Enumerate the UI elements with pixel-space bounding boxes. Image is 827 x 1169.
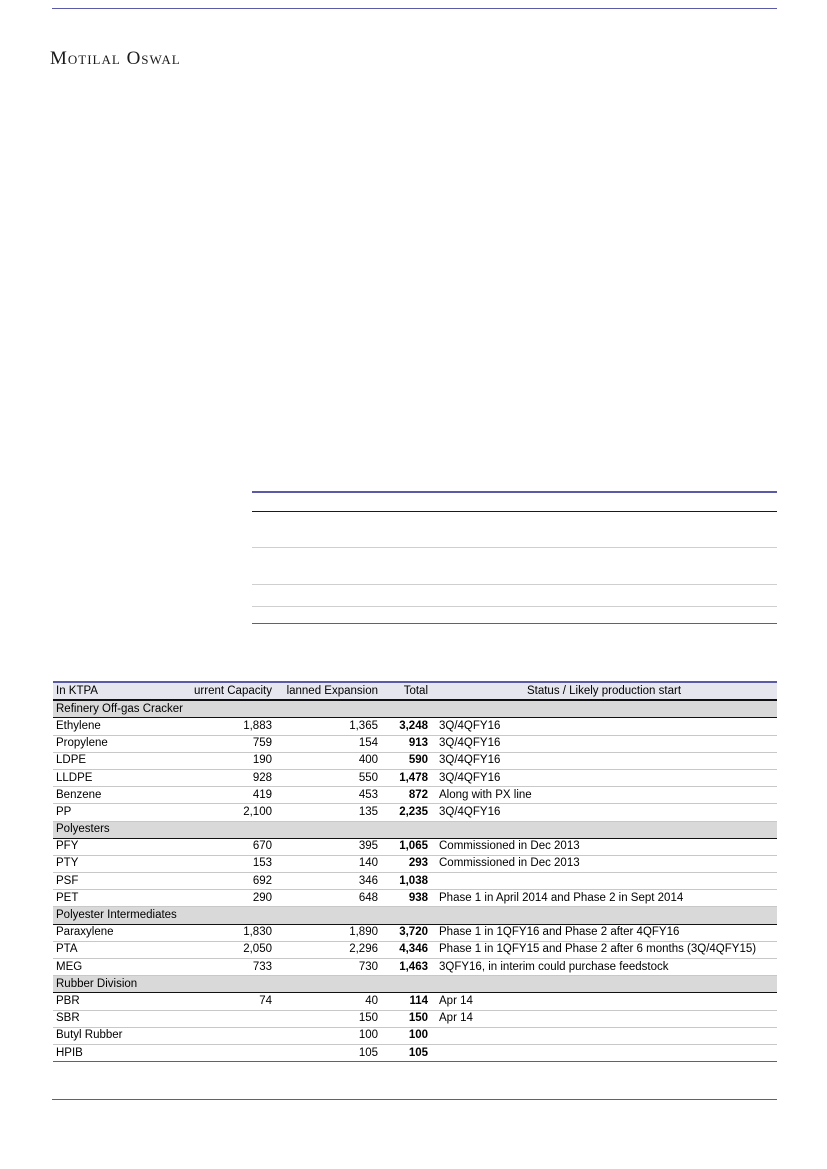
status-cell: 3QFY16, in interim could purchase feedstock xyxy=(431,959,777,976)
section-label: Polyester Intermediates xyxy=(53,907,777,924)
table-row xyxy=(53,787,777,804)
total-cell: 293 xyxy=(381,855,431,872)
total-cell: 1,478 xyxy=(381,769,431,786)
total-cell: 3,720 xyxy=(381,924,431,941)
current-capacity-cell xyxy=(188,1044,275,1061)
total-cell: 913 xyxy=(381,735,431,752)
product-cell: SBR xyxy=(53,1010,188,1027)
status-cell: 3Q/4QFY16 xyxy=(431,769,777,786)
table-body xyxy=(53,700,777,1061)
current-capacity-cell xyxy=(188,1010,275,1027)
status-cell: Apr 14 xyxy=(431,993,777,1010)
table-row xyxy=(53,838,777,855)
section-label: Refinery Off-gas Cracker xyxy=(53,700,777,718)
total-cell: 2,235 xyxy=(381,804,431,821)
table-row xyxy=(53,1044,777,1061)
planned-expansion-cell: 140 xyxy=(275,855,381,872)
status-cell: Along with PX line xyxy=(431,787,777,804)
current-capacity-cell: 190 xyxy=(188,752,275,769)
empty-table-frame xyxy=(252,491,777,626)
total-cell: 150 xyxy=(381,1010,431,1027)
product-cell: LLDPE xyxy=(53,769,188,786)
planned-expansion-cell: 1,365 xyxy=(275,718,381,735)
product-cell: Butyl Rubber xyxy=(53,1027,188,1044)
current-capacity-cell: 290 xyxy=(188,890,275,907)
product-cell: LDPE xyxy=(53,752,188,769)
total-cell: 3,248 xyxy=(381,718,431,735)
product-cell: PP xyxy=(53,804,188,821)
total-cell: 100 xyxy=(381,1027,431,1044)
total-cell: 114 xyxy=(381,993,431,1010)
planned-expansion-cell: 395 xyxy=(275,838,381,855)
total-cell: 590 xyxy=(381,752,431,769)
total-cell: 1,065 xyxy=(381,838,431,855)
table-row xyxy=(53,735,777,752)
table-row xyxy=(53,718,777,735)
product-cell: PFY xyxy=(53,838,188,855)
current-capacity-cell: 2,100 xyxy=(188,804,275,821)
table-rule xyxy=(252,606,777,607)
planned-expansion-cell: 550 xyxy=(275,769,381,786)
total-cell: 105 xyxy=(381,1044,431,1061)
table-rule xyxy=(252,623,777,624)
table-row xyxy=(53,890,777,907)
total-cell: 4,346 xyxy=(381,941,431,958)
status-cell: 3Q/4QFY16 xyxy=(431,804,777,821)
planned-expansion-cell: 40 xyxy=(275,993,381,1010)
product-cell: Ethylene xyxy=(53,718,188,735)
table-rule xyxy=(252,547,777,548)
total-cell: 872 xyxy=(381,787,431,804)
column-header: In KTPA xyxy=(53,682,188,700)
planned-expansion-cell: 730 xyxy=(275,959,381,976)
total-cell: 1,463 xyxy=(381,959,431,976)
current-capacity-cell: 153 xyxy=(188,855,275,872)
status-cell: 3Q/4QFY16 xyxy=(431,752,777,769)
section-row xyxy=(53,976,777,993)
product-cell: PTY xyxy=(53,855,188,872)
table-row xyxy=(53,752,777,769)
table-rule xyxy=(252,511,777,512)
table-row xyxy=(53,1027,777,1044)
current-capacity-cell: 419 xyxy=(188,787,275,804)
table-rule xyxy=(252,491,777,493)
capacity-table xyxy=(53,681,777,1062)
section-label: Polyesters xyxy=(53,821,777,838)
product-cell: PSF xyxy=(53,873,188,890)
planned-expansion-cell: 154 xyxy=(275,735,381,752)
status-cell xyxy=(431,1027,777,1044)
top-rule xyxy=(52,8,777,9)
planned-expansion-cell: 400 xyxy=(275,752,381,769)
section-row xyxy=(53,700,777,718)
table-row xyxy=(53,924,777,941)
status-cell: 3Q/4QFY16 xyxy=(431,718,777,735)
planned-expansion-cell: 346 xyxy=(275,873,381,890)
table-row xyxy=(53,1010,777,1027)
current-capacity-cell: 928 xyxy=(188,769,275,786)
current-capacity-cell xyxy=(188,1027,275,1044)
table-row xyxy=(53,804,777,821)
current-capacity-cell: 670 xyxy=(188,838,275,855)
planned-expansion-cell: 453 xyxy=(275,787,381,804)
current-capacity-cell: 759 xyxy=(188,735,275,752)
section-row xyxy=(53,907,777,924)
planned-expansion-cell: 135 xyxy=(275,804,381,821)
column-header: Status / Likely production start xyxy=(431,682,777,700)
status-cell: 3Q/4QFY16 xyxy=(431,735,777,752)
table-rule xyxy=(252,584,777,585)
table-row xyxy=(53,941,777,958)
table-row xyxy=(53,993,777,1010)
table-header-row xyxy=(53,682,777,700)
planned-expansion-cell: 648 xyxy=(275,890,381,907)
product-cell: MEG xyxy=(53,959,188,976)
product-cell: PBR xyxy=(53,993,188,1010)
table-row xyxy=(53,873,777,890)
table-row xyxy=(53,855,777,872)
current-capacity-cell: 1,830 xyxy=(188,924,275,941)
section-row xyxy=(53,821,777,838)
status-cell xyxy=(431,873,777,890)
planned-expansion-cell: 1,890 xyxy=(275,924,381,941)
footer-rule xyxy=(52,1099,777,1100)
current-capacity-cell: 733 xyxy=(188,959,275,976)
column-header: urrent Capacity xyxy=(188,682,275,700)
product-cell: PET xyxy=(53,890,188,907)
current-capacity-cell: 692 xyxy=(188,873,275,890)
current-capacity-cell: 1,883 xyxy=(188,718,275,735)
status-cell: Commissioned in Dec 2013 xyxy=(431,855,777,872)
status-cell: Phase 1 in 1QFY16 and Phase 2 after 4QFY16 xyxy=(431,924,777,941)
status-cell: Phase 1 in 1QFY15 and Phase 2 after 6 months (3Q/4QFY15) xyxy=(431,941,777,958)
column-header: lanned Expansion xyxy=(275,682,381,700)
total-cell: 938 xyxy=(381,890,431,907)
status-cell xyxy=(431,1044,777,1061)
total-cell: 1,038 xyxy=(381,873,431,890)
table-row xyxy=(53,769,777,786)
section-label: Rubber Division xyxy=(53,976,777,993)
status-cell: Commissioned in Dec 2013 xyxy=(431,838,777,855)
brand-logo-text: Motilal Oswal xyxy=(50,48,181,69)
planned-expansion-cell: 100 xyxy=(275,1027,381,1044)
planned-expansion-cell: 2,296 xyxy=(275,941,381,958)
column-header: Total xyxy=(381,682,431,700)
planned-expansion-cell: 150 xyxy=(275,1010,381,1027)
planned-expansion-cell: 105 xyxy=(275,1044,381,1061)
product-cell: Benzene xyxy=(53,787,188,804)
table-row xyxy=(53,959,777,976)
product-cell: PTA xyxy=(53,941,188,958)
product-cell: HPIB xyxy=(53,1044,188,1061)
product-cell: Propylene xyxy=(53,735,188,752)
status-cell: Apr 14 xyxy=(431,1010,777,1027)
status-cell: Phase 1 in April 2014 and Phase 2 in Sept 2014 xyxy=(431,890,777,907)
current-capacity-cell: 74 xyxy=(188,993,275,1010)
product-cell: Paraxylene xyxy=(53,924,188,941)
current-capacity-cell: 2,050 xyxy=(188,941,275,958)
